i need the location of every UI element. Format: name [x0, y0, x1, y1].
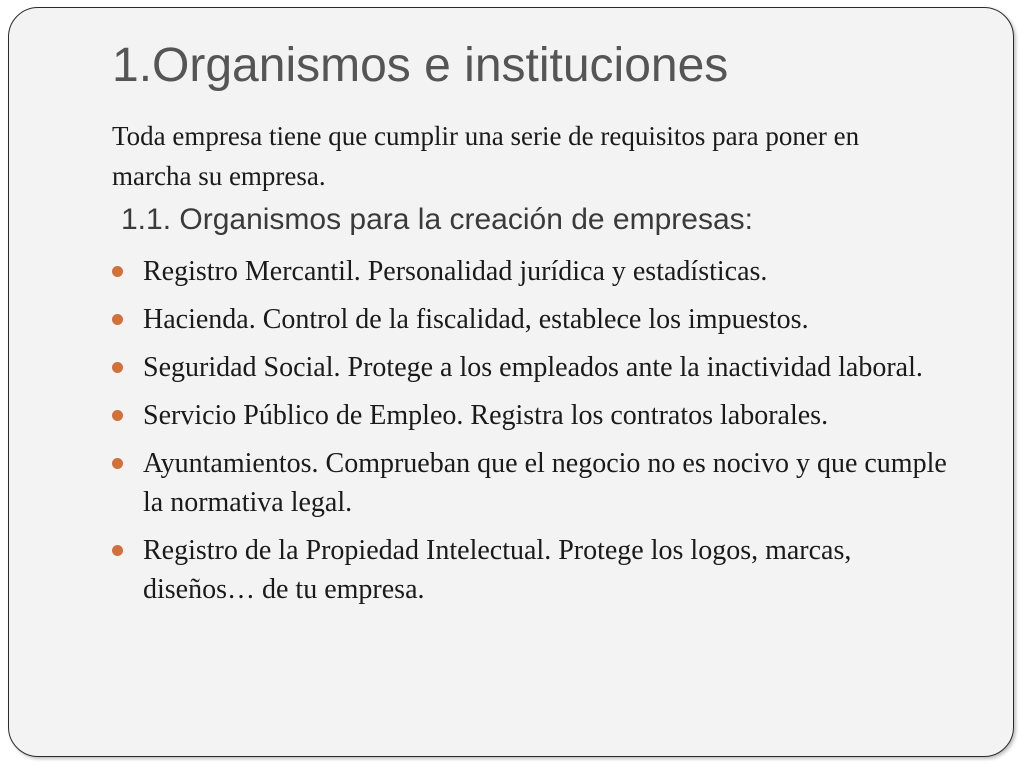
bullet-dot-icon — [112, 362, 123, 373]
bullet-item — [112, 396, 962, 435]
bullet-dot-icon — [112, 314, 123, 325]
section-subtitle: 1.1. Organismos para la creación de empresas: — [121, 203, 753, 236]
bullet-item — [112, 531, 962, 609]
bullet-dot-icon — [112, 545, 123, 556]
bullet-text: Ayuntamientos. Comprueban que el negocio no es nocivo y que cumple la normativa legal. — [143, 448, 947, 518]
bullet-dot-icon — [112, 410, 123, 421]
bullet-text: Seguridad Social. Protege a los empleados ante la inactividad laboral. — [143, 352, 923, 383]
slide-title: 1.Organismos e instituciones — [112, 39, 729, 92]
bullet-text: Hacienda. Control de la fiscalidad, establece los impuestos. — [143, 304, 809, 335]
bullet-dot-icon — [112, 458, 123, 469]
bullet-text: Registro Mercantil. Personalidad jurídica y estadísticas. — [143, 256, 768, 287]
bullet-item — [112, 444, 962, 522]
bullet-text: Servicio Público de Empleo. Registra los contratos laborales. — [143, 400, 829, 431]
bullet-list — [112, 252, 962, 618]
intro-paragraph: Toda empresa tiene que cumplir una serie de requisitos para poner en marcha su empresa. — [112, 121, 860, 191]
bullet-item — [112, 300, 962, 339]
bullet-text: Registro de la Propiedad Intelectual. Protege los logos, marcas, diseños… de tu empresa. — [143, 535, 852, 605]
bullet-item — [112, 252, 962, 291]
bullet-dot-icon — [112, 266, 123, 277]
bullet-item — [112, 348, 962, 387]
